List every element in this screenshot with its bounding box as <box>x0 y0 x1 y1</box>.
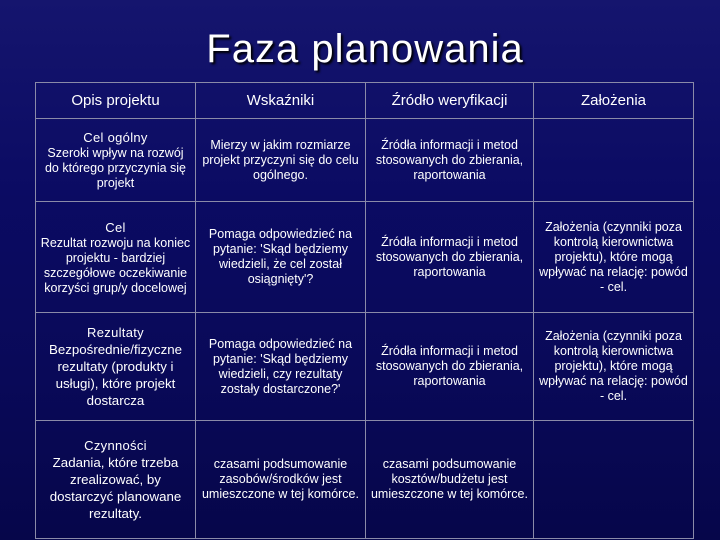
cell-opis <box>36 202 196 313</box>
cell-zalozenia <box>534 119 694 202</box>
column-header-opis: Opis projektu <box>36 83 196 119</box>
column-header-wskazniki: Wskaźniki <box>196 83 366 119</box>
cell-wskazniki: Mierzy w jakim rozmiarze projekt przyczyni się do celu ogólnego. <box>196 119 366 202</box>
cell-zrodlo: Źródła informacji i metod stosowanych do zbierania, raportowania <box>366 313 534 421</box>
slide-title: Faza planowania <box>206 27 524 71</box>
cell-zalozenia <box>534 421 694 539</box>
cell-opis <box>36 119 196 202</box>
table-row <box>36 202 694 313</box>
cell-zalozenia: Założenia (czynniki poza kontrolą kierownictwa projektu), które mogą wpływać na relację: powód - cel. <box>534 202 694 313</box>
cell-heading: Cel ogólny <box>83 130 148 145</box>
table-row <box>36 119 694 202</box>
table-header-row <box>36 83 694 119</box>
cell-text: Zadania, które trzeba zrealizować, by dostarczyć planowane rezultaty. <box>49 455 182 521</box>
cell-heading: Czynności <box>84 438 147 453</box>
table-row <box>36 421 694 539</box>
table-row <box>36 313 694 421</box>
cell-wskazniki: Pomaga odpowiedzieć na pytanie: 'Skąd będziemy wiedzieli, czy rezultaty zostały dostarczone?' <box>196 313 366 421</box>
cell-zrodlo: Źródła informacji i metod stosowanych do zbierania, raportowania <box>366 119 534 202</box>
cell-wskazniki: Pomaga odpowiedzieć na pytanie: 'Skąd będziemy wiedzieli, że cel został osiągnięty'? <box>196 202 366 313</box>
column-header-zalozenia: Założenia <box>534 83 694 119</box>
cell-zrodlo: Źródła informacji i metod stosowanych do zbierania, raportowania <box>366 202 534 313</box>
cell-text: Rezultat rozwoju na koniec projektu - bardziej szczegółowe oczekiwanie korzyści grup/y docelowej <box>40 235 191 295</box>
cell-opis <box>36 313 196 421</box>
cell-heading: Cel <box>105 219 126 235</box>
cell-zrodlo: czasami podsumowanie kosztów/budżetu jest umieszczone w tej komórce. <box>366 421 534 539</box>
column-header-zrodlo: Źródło weryfikacji <box>366 83 534 119</box>
logframe-table <box>35 82 694 539</box>
cell-wskazniki: czasami podsumowanie zasobów/środków jest umieszczone w tej komórce. <box>196 421 366 539</box>
cell-zalozenia: Założenia (czynniki poza kontrolą kierownictwa projektu), które mogą wpływać na relację: powód - cel. <box>534 313 694 421</box>
cell-opis <box>36 421 196 539</box>
cell-heading: Rezultaty <box>87 325 144 340</box>
cell-text: Szeroki wpływ na rozwój do którego przyczynia się projekt <box>44 146 187 190</box>
cell-text: Bezpośrednie/fizyczne rezultaty (produkty i usługi), które projekt dostarcza <box>48 342 183 408</box>
